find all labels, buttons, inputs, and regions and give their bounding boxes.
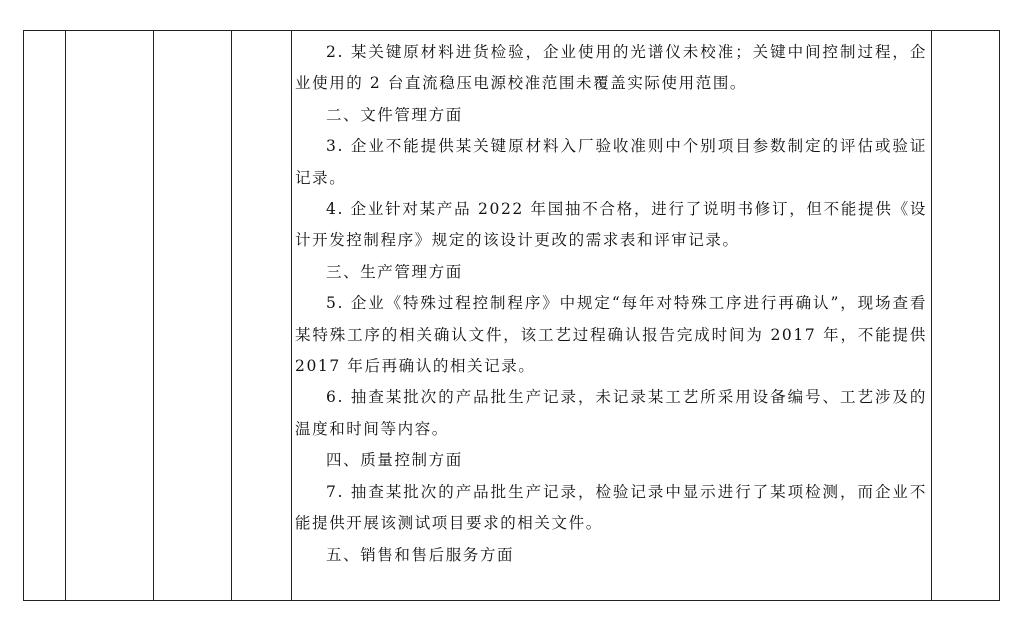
finding-paragraph-2: 2. 某关键原材料进货检验，企业使用的光谱仪未校准；关键中间控制过程，企业使用的 2 台直流稳压电源校准范围未覆盖实际使用范围。 <box>295 43 927 93</box>
table-cell-col2 <box>66 31 154 601</box>
section-heading-sales-service: 五、销售和售后服务方面 <box>326 545 515 564</box>
table-cell-col3 <box>154 31 232 601</box>
table-row <box>24 31 1000 601</box>
finding-paragraph-3: 3. 企业不能提供某关键原材料入厂验收准则中个别项目参数制定的评估或验证记录。 <box>295 137 927 187</box>
section-heading-production-management: 三、生产管理方面 <box>326 262 463 281</box>
finding-paragraph-4: 4. 企业针对某产品 2022 年国抽不合格，进行了说明书修订，但不能提供《设计开发控制程序》规定的该设计更改的需求表和评审记录。 <box>295 200 927 250</box>
table-cell-col4 <box>232 31 292 601</box>
finding-paragraph-7: 7. 抽查某批次的产品批生产记录，检验记录中显示进行了某项检测，而企业不能提供开展该测试项目要求的相关文件。 <box>295 482 927 533</box>
section-heading-document-management: 二、文件管理方面 <box>326 105 463 124</box>
finding-paragraph-5: 5. 企业《特殊过程控制程序》中规定“每年对特殊工序进行再确认”，现场查看某特殊工序的相关确认文件，该工艺过程确认报告完成时间为 2017 年，不能提供 2017 年后再确认的相关记录。 <box>295 294 927 376</box>
table-cell-col1 <box>24 31 66 601</box>
table-cell-col6 <box>932 31 1000 601</box>
finding-paragraph-6: 6. 抽查某批次的产品批生产记录，未记录某工艺所采用设备编号、工艺涉及的温度和时间等内容。 <box>295 388 927 438</box>
section-heading-quality-control: 四、质量控制方面 <box>326 451 463 470</box>
findings-content-cell <box>292 31 932 601</box>
document-table <box>23 30 1000 601</box>
